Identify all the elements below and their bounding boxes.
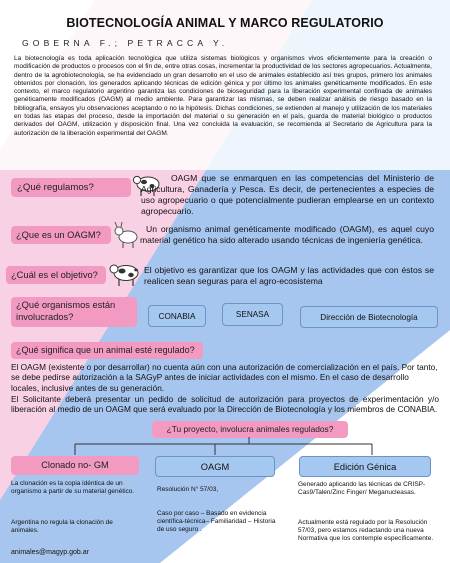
edicion-text-1: Generado aplicando las técnicas de CRISP-Cas9/Talen/Zinc Finger/ Meganucleasas. xyxy=(298,481,426,497)
oagm-text-2: Caso por caso – Basado en evidencia científica-técnica– Familiaridad – Historia de uso seguro . xyxy=(157,510,276,534)
org-conabia: CONABIA xyxy=(148,305,206,327)
org-direccion-biotecnologia: Dirección de Biotecnología xyxy=(300,306,438,328)
intro-paragraph: La biotecnología es toda aplicación tecnológica que utiliza sistemas biológicos y organismos vivos eficientemente para la creación o modificación de productos o procesos con el fin de, entre otras cosas, incrementar la productividad de los sectores agropecuarios. Actualmente, dentro de la agrobiotecnología, se ha evidenciado un gran desarrollo en el uso de animales establecido así tres grupos, primero los animales obtenidos por clonación, los generados aplicando técnicas de edición génica y por último los animales genéticamente modificados. En este contexto, el marco regulatorio argentino garantiza las condiciones de bioseguridad para la liberación experimental confinada de animales genéticamente modificados (OAGM) al medio ambiente. Para garantizar las mismas, se deben realizar análisis de riesgo basado en la bibliografía, ensayos y/u observaciones aceptando o no la hipótesis. Dichas condiciones, se extienden al manejo y utilización de los materiales en todas las etapas del proceso, desde la importación del material o su generación en el país, guarda de material biológico o productos derivados del OAGM, utilización y disposición final. Una vez concluida la evaluación, se recomienda al Secretario de Agricultura para la autorización de la liberación experimental del OAGM. xyxy=(14,55,432,137)
authors: GOBERNA F.; PETRACCA Y. xyxy=(22,38,229,48)
cow-spotted-icon xyxy=(108,259,142,287)
regulado-paragraph-1: El OAGM (existente o por desarrollar) no cuenta aún con una autorización de comercialización en el país. Por tanto, se debe pedirse autorización a la SAGyP antes de iniciar actividades con el mismo. En el caso de desarrollo locales, inclusive antes de su generación. xyxy=(11,362,438,393)
regulado-paragraph-2: El Solicitante deberá presentar un pedido de solicitud de autorización para proyectos de experimentación y/o liberación al medio de un OAGM que será evaluado por la Dirección de Biotecnología y los miembros de CONABIA. xyxy=(11,394,439,415)
poster-title: BIOTECNOLOGÍA ANIMAL Y MARCO REGULATORIO xyxy=(66,16,384,30)
question-animal-regulado: ¿Qué significa que un animal esté regulado? xyxy=(11,342,203,359)
connector-lines xyxy=(0,437,450,457)
answer-que-es-oagm: Un organismo animal genéticamente modificado (OAGM), es aquel cuyo material genético ha sido alterado usando técnicas de ingeniería genética. xyxy=(140,224,434,245)
edicion-text-2: Actualmente está regulado por la Resolución 57/03, pero estamos redactando una nueva Normativa que los contemple específicamente. xyxy=(298,519,434,543)
answer-objetivo: El objetivo es garantizar que los OAGM y las actividades que con éstos se realicen sean seguras para el agro-ecosistema xyxy=(144,265,434,286)
oagm-text-1: Resolución N° 57/03, xyxy=(157,486,219,493)
clonado-text-1: La clonación es la copia idéntica de un organismo a partir de su material genético. xyxy=(11,480,135,496)
column-title-oagm: OAGM xyxy=(155,456,275,477)
question-organismos: ¿Qué organismos están involucrados? xyxy=(11,297,137,327)
question-objetivo: ¿Cuál es el objetivo? xyxy=(6,266,106,284)
question-que-es-oagm: ¿Que es un OAGM? xyxy=(11,226,111,244)
contact-email[interactable]: animales@magyp.gob.ar xyxy=(11,549,89,556)
answer-que-regulamos: OAGM que se enmarquen en las competencias del Ministerio de Agricultura, Ganadería y Pesca. Es decir, de pertenecientes a especies de uso agropecuario o que potencialmente pudieran emplearse en un contexto agropecuario. xyxy=(141,173,434,216)
column-title-clonado: Clonado no- GM xyxy=(11,456,139,475)
question-proyecto: ¿Tu proyecto, involucra animales regulados? xyxy=(152,421,348,438)
column-title-edicion-genica: Edición Génica xyxy=(299,456,431,477)
clonado-text-2: Argentina no regula la clonación de animales. xyxy=(11,519,113,535)
goat-icon xyxy=(112,221,142,249)
org-senasa: SENASA xyxy=(222,303,283,326)
question-que-regulamos: ¿Qué regulamos? xyxy=(11,178,131,197)
